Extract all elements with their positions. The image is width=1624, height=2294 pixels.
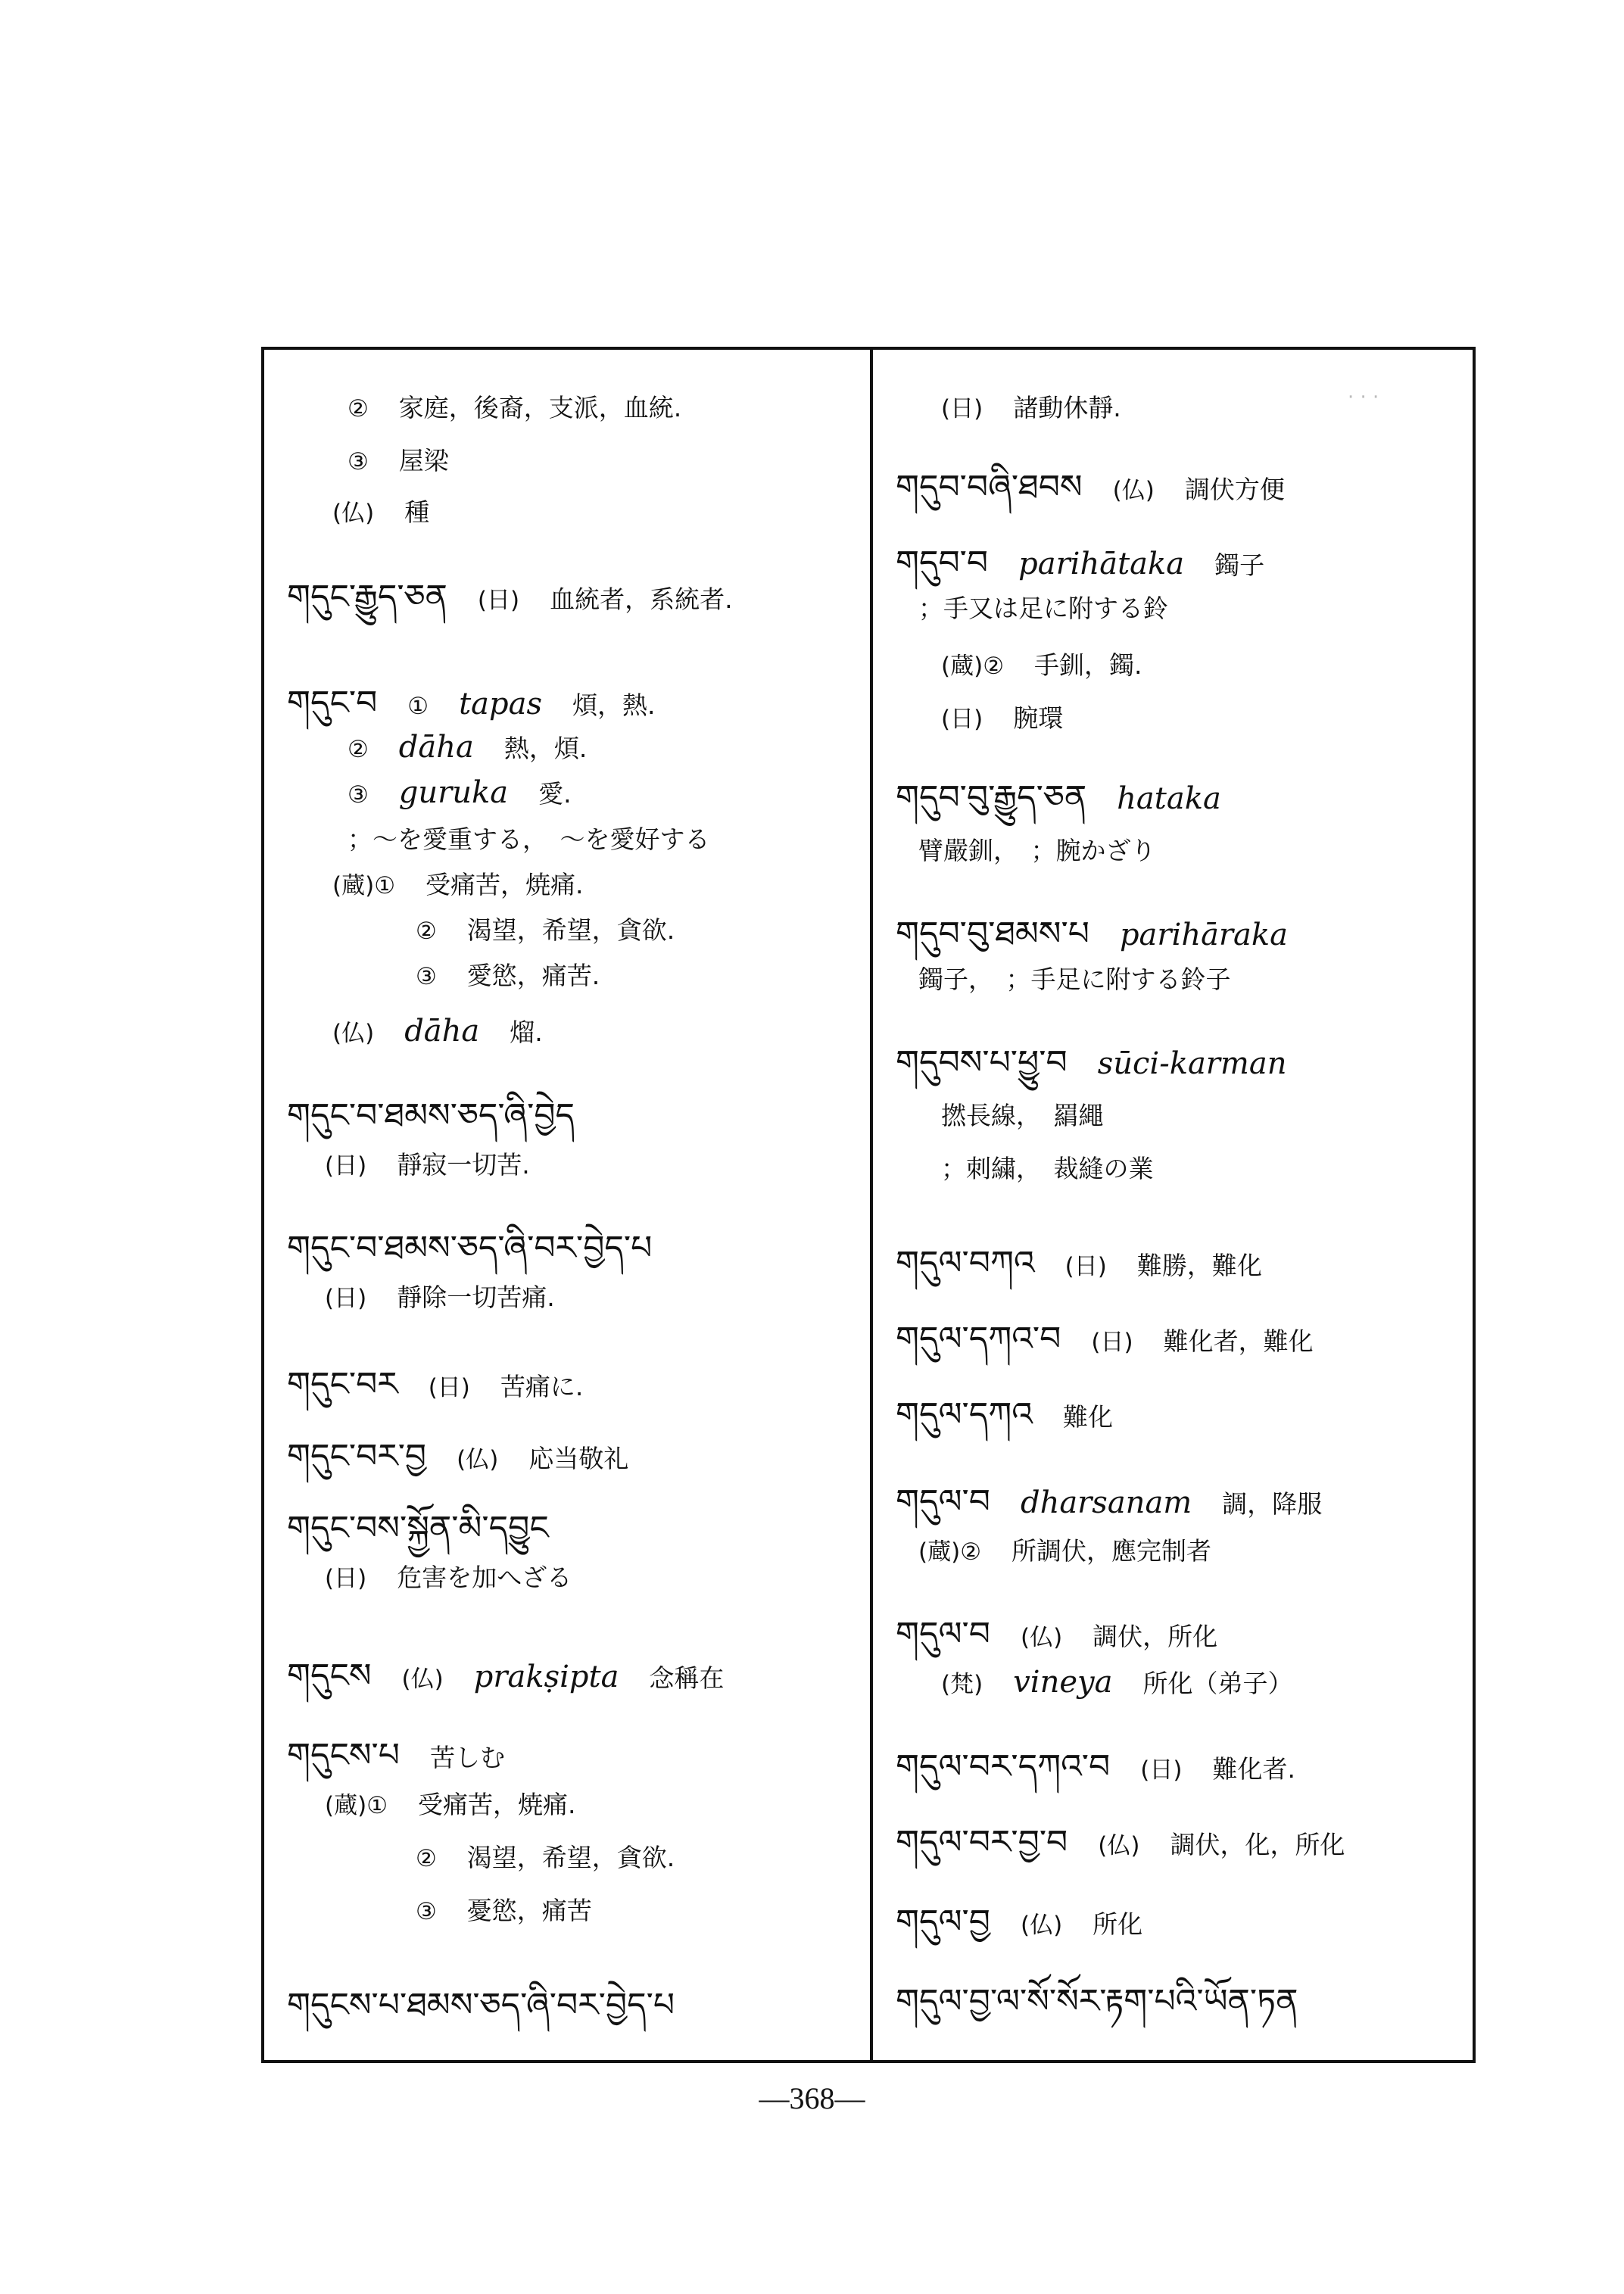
entry-line (896, 544, 1265, 582)
japanese-gloss: 調伏，化，所化 (1170, 1830, 1345, 1859)
source-tag: (仏) (1112, 477, 1155, 504)
sanskrit-term: dāha (404, 1014, 480, 1049)
japanese-gloss: 渴望，希望，貪欲. (466, 1843, 675, 1872)
entry-line (348, 448, 449, 474)
tibetan-headword: གདུང་བར (287, 1365, 398, 1404)
entry-line (941, 703, 1064, 733)
tibetan-headword: གདུལ་དཀའ་བ (896, 1320, 1061, 1358)
tibetan-headword: གདུལ་བར་བྱ་བ (896, 1823, 1068, 1862)
source-tag: (仏) (332, 500, 375, 527)
entry-line (332, 497, 430, 527)
entry-line (325, 1565, 572, 1591)
entry-line (416, 1845, 675, 1871)
japanese-gloss: ；〜を愛重する， 〜を愛好する (348, 824, 710, 854)
sanskrit-term: hataka (1117, 781, 1221, 816)
page-number: —368— (759, 2081, 865, 2115)
source-tag: (仏) (1020, 1624, 1063, 1651)
tibetan-headword: གདུལ་བ (896, 1615, 990, 1653)
tibetan-headword: གདུང་བ་ཐམས་ཅད་ཞི་བྱེད (287, 1096, 575, 1135)
entry-line (896, 778, 1221, 817)
japanese-gloss: 種 (404, 497, 430, 527)
sanskrit-term: dharsanam (1020, 1485, 1192, 1520)
source-tag: (蔵)① (325, 1792, 388, 1819)
source-tag: ③ (416, 1898, 437, 1925)
source-tag: (日) (941, 395, 983, 422)
source-tag: (蔵)① (332, 872, 395, 899)
japanese-gloss: 煩，熱. (572, 690, 656, 720)
entry-line (287, 1657, 725, 1695)
japanese-gloss: 愛. (538, 779, 572, 809)
source-tag: (日) (941, 706, 983, 733)
source-tag: (蔵)② (918, 1538, 981, 1566)
entry-line (287, 684, 656, 722)
source-tag: (仏) (332, 1020, 375, 1047)
entry-line (896, 1043, 1287, 1082)
japanese-gloss: 所調伏，應完制者 (1011, 1536, 1211, 1566)
source-tag: (蔵)② (941, 653, 1004, 680)
japanese-gloss: 愛慾，痛苦. (466, 961, 600, 990)
tibetan-headword: གདུལ་བར་དཀའ་བ (896, 1747, 1111, 1786)
entry-line (941, 1665, 1293, 1700)
japanese-gloss: 応当敬礼 (528, 1444, 629, 1473)
entry-line (896, 1615, 1218, 1653)
japanese-gloss: 難勝，難化 (1136, 1251, 1262, 1280)
japanese-gloss: 血統者，系統者. (550, 584, 733, 614)
japanese-gloss: 所化 (1093, 1909, 1143, 1939)
source-tag: ② (348, 395, 369, 422)
tibetan-headword: གདུལ་བྱ་ལ་སོ་སོར་རྟག་པའི་ཡོན་ཏན (896, 1982, 1298, 2021)
entry-line (941, 1156, 1154, 1181)
sanskrit-term: parihātaka (1018, 547, 1185, 581)
entry-line (941, 650, 1142, 680)
source-tag: (仏) (401, 1666, 444, 1693)
japanese-gloss: 諸動休靜. (1013, 393, 1121, 422)
entry-line (287, 1229, 653, 1267)
japanese-gloss: 所化（弟子） (1142, 1669, 1293, 1698)
japanese-gloss: 受痛苦，焼痛. (425, 870, 584, 899)
japanese-gloss: 調伏方便 (1184, 475, 1285, 504)
japanese-gloss: 腕環 (1013, 703, 1064, 733)
entry-line (348, 730, 588, 765)
entry-line (896, 1747, 1295, 1786)
source-tag: ③ (348, 448, 369, 475)
tibetan-headword: གདུབ་བཞི་ཐབས (896, 468, 1083, 506)
japanese-gloss: 屋梁 (398, 446, 449, 475)
japanese-gloss: 憂慾，痛苦 (466, 1896, 592, 1925)
source-tag: (仏) (1098, 1832, 1140, 1859)
entry-line (416, 915, 675, 945)
bleed-through-text: · · · (1348, 386, 1379, 409)
japanese-gloss: 家庭，後裔，支派，血統. (398, 393, 682, 422)
japanese-gloss: ；手又は足に附する鈴 (918, 594, 1168, 623)
entry-line (416, 1898, 592, 1924)
japanese-gloss: 臂嚴釧， ；腕かざり (918, 836, 1156, 865)
entry-line (896, 1823, 1345, 1862)
source-tag: (仏) (457, 1446, 499, 1473)
entry-line (287, 1365, 584, 1404)
tibetan-headword: གདུང་བ་ཐམས་ཅད་ཞི་བར་བྱེད་པ (287, 1229, 653, 1267)
japanese-gloss: 調，降服 (1222, 1489, 1323, 1519)
japanese-gloss: 靜寂一切苦. (397, 1150, 530, 1180)
left-column (264, 350, 870, 2060)
source-tag: (日) (1140, 1756, 1183, 1784)
tibetan-headword: གདུལ་བཀའ (896, 1244, 1035, 1283)
source-tag: (日) (1064, 1253, 1107, 1280)
entry-line (416, 963, 600, 989)
source-tag: (日) (325, 1152, 367, 1180)
japanese-gloss: 鐲子 (1214, 550, 1265, 580)
tibetan-headword: གདུབ་བུ་ཐམས་པ (896, 915, 1089, 953)
entry-line (896, 468, 1285, 506)
entry-line (896, 915, 1288, 953)
japanese-gloss: 熘. (510, 1018, 543, 1047)
tibetan-headword: གདུངས་པ་ཐམས་ཅད་ཞི་བར་བྱེད་པ (287, 1986, 675, 2024)
entry-line (918, 1538, 1211, 1564)
source-tag: ③ (416, 963, 437, 990)
tibetan-headword: གདུང་རྒྱུད་ཅན (287, 578, 447, 616)
entry-line (896, 1320, 1314, 1358)
tibetan-headword: གདུབ་བུ་རྒྱུད་ཅན (896, 778, 1087, 817)
japanese-gloss: ；刺繍， 裁縫の業 (941, 1154, 1154, 1183)
japanese-gloss: 渴望，希望，貪欲. (466, 915, 675, 945)
entry-line (896, 1482, 1323, 1521)
japanese-gloss: 調伏，所化 (1093, 1622, 1218, 1651)
japanese-gloss: 難化者. (1212, 1754, 1295, 1784)
sanskrit-term: guruka (398, 775, 509, 810)
entry-line (287, 1509, 549, 1548)
entry-line (325, 1792, 575, 1818)
source-tag: ③ (348, 781, 369, 809)
source-tag: ② (416, 918, 437, 945)
sanskrit-term: dāha (398, 730, 474, 765)
sanskrit-term: parihāraka (1119, 918, 1288, 952)
right-column (873, 350, 1476, 2060)
entry-line (348, 824, 710, 854)
entry-line (287, 578, 733, 616)
tibetan-headword: གདུལ་དཀའ (896, 1395, 1033, 1434)
source-tag: (日) (325, 1285, 367, 1312)
tibetan-headword: གདུང་བས་སྐྱོན་མི་དབྱུང (287, 1509, 549, 1548)
japanese-gloss: 危害を加へざる (397, 1563, 572, 1592)
source-tag: (日) (477, 587, 520, 614)
entry-line (941, 1103, 1104, 1128)
entry-line (896, 1982, 1298, 2021)
entry-line (896, 1244, 1262, 1283)
source-tag: (日) (428, 1374, 470, 1401)
japanese-gloss: 苦痛に. (500, 1372, 584, 1401)
japanese-gloss: 難化者，難化 (1163, 1326, 1314, 1356)
tibetan-headword: གདུངས (287, 1657, 372, 1695)
japanese-gloss: 鐲子， ；手足に附する鈴子 (918, 965, 1231, 994)
source-tag: (日) (325, 1565, 367, 1592)
japanese-gloss: 受痛苦，焼痛. (417, 1790, 576, 1819)
entry-line (287, 1096, 575, 1135)
sanskrit-term: prakṣipta (473, 1660, 619, 1694)
source-tag: (梵) (941, 1671, 983, 1698)
source-tag: (日) (1091, 1329, 1133, 1356)
entry-line (896, 1395, 1113, 1434)
entry-line (332, 1014, 543, 1049)
entry-line (325, 1285, 555, 1311)
entry-line (918, 838, 1156, 863)
sanskrit-term: sūci-karman (1097, 1046, 1287, 1081)
tibetan-headword: གདུབས་པ་ཕྱུ་བ (896, 1043, 1068, 1082)
entry-line (941, 395, 1121, 421)
source-tag: ① (407, 693, 429, 720)
tibetan-headword: གདུང་བ (287, 684, 378, 722)
entry-line (287, 1986, 675, 2024)
tibetan-headword: གདུང་བར་བྱ (287, 1437, 427, 1476)
tibetan-headword: གདུལ་བྱ (896, 1903, 990, 1941)
entry-line (348, 395, 681, 421)
tibetan-headword: གདུབ་བ (896, 544, 989, 582)
entry-line (332, 872, 583, 898)
source-tag: ② (348, 736, 369, 763)
sanskrit-term: tapas (459, 687, 542, 722)
entry-line (325, 1152, 530, 1178)
entry-line (287, 1437, 629, 1476)
dictionary-frame (261, 347, 1476, 2063)
entry-line (287, 1736, 505, 1775)
japanese-gloss: 手釧，鐲. (1033, 650, 1142, 680)
japanese-gloss: 熱，煩. (503, 734, 588, 763)
japanese-gloss: 靜除一切苦痛. (397, 1283, 555, 1312)
tibetan-headword: གདུངས་པ (287, 1736, 400, 1775)
japanese-gloss: 撚長線， 羂繩 (941, 1101, 1104, 1130)
sanskrit-term: vineya (1013, 1665, 1113, 1700)
source-tag: ② (416, 1845, 437, 1872)
japanese-gloss: 念稱在 (649, 1663, 725, 1693)
tibetan-headword: གདུལ་བ (896, 1482, 990, 1521)
japanese-gloss: 苦しむ (429, 1743, 505, 1772)
source-tag: (仏) (1020, 1912, 1063, 1939)
japanese-gloss: 難化 (1062, 1402, 1113, 1432)
entry-line (918, 596, 1168, 621)
entry-line (918, 967, 1231, 992)
entry-line (896, 1903, 1143, 1941)
entry-line (348, 775, 572, 810)
